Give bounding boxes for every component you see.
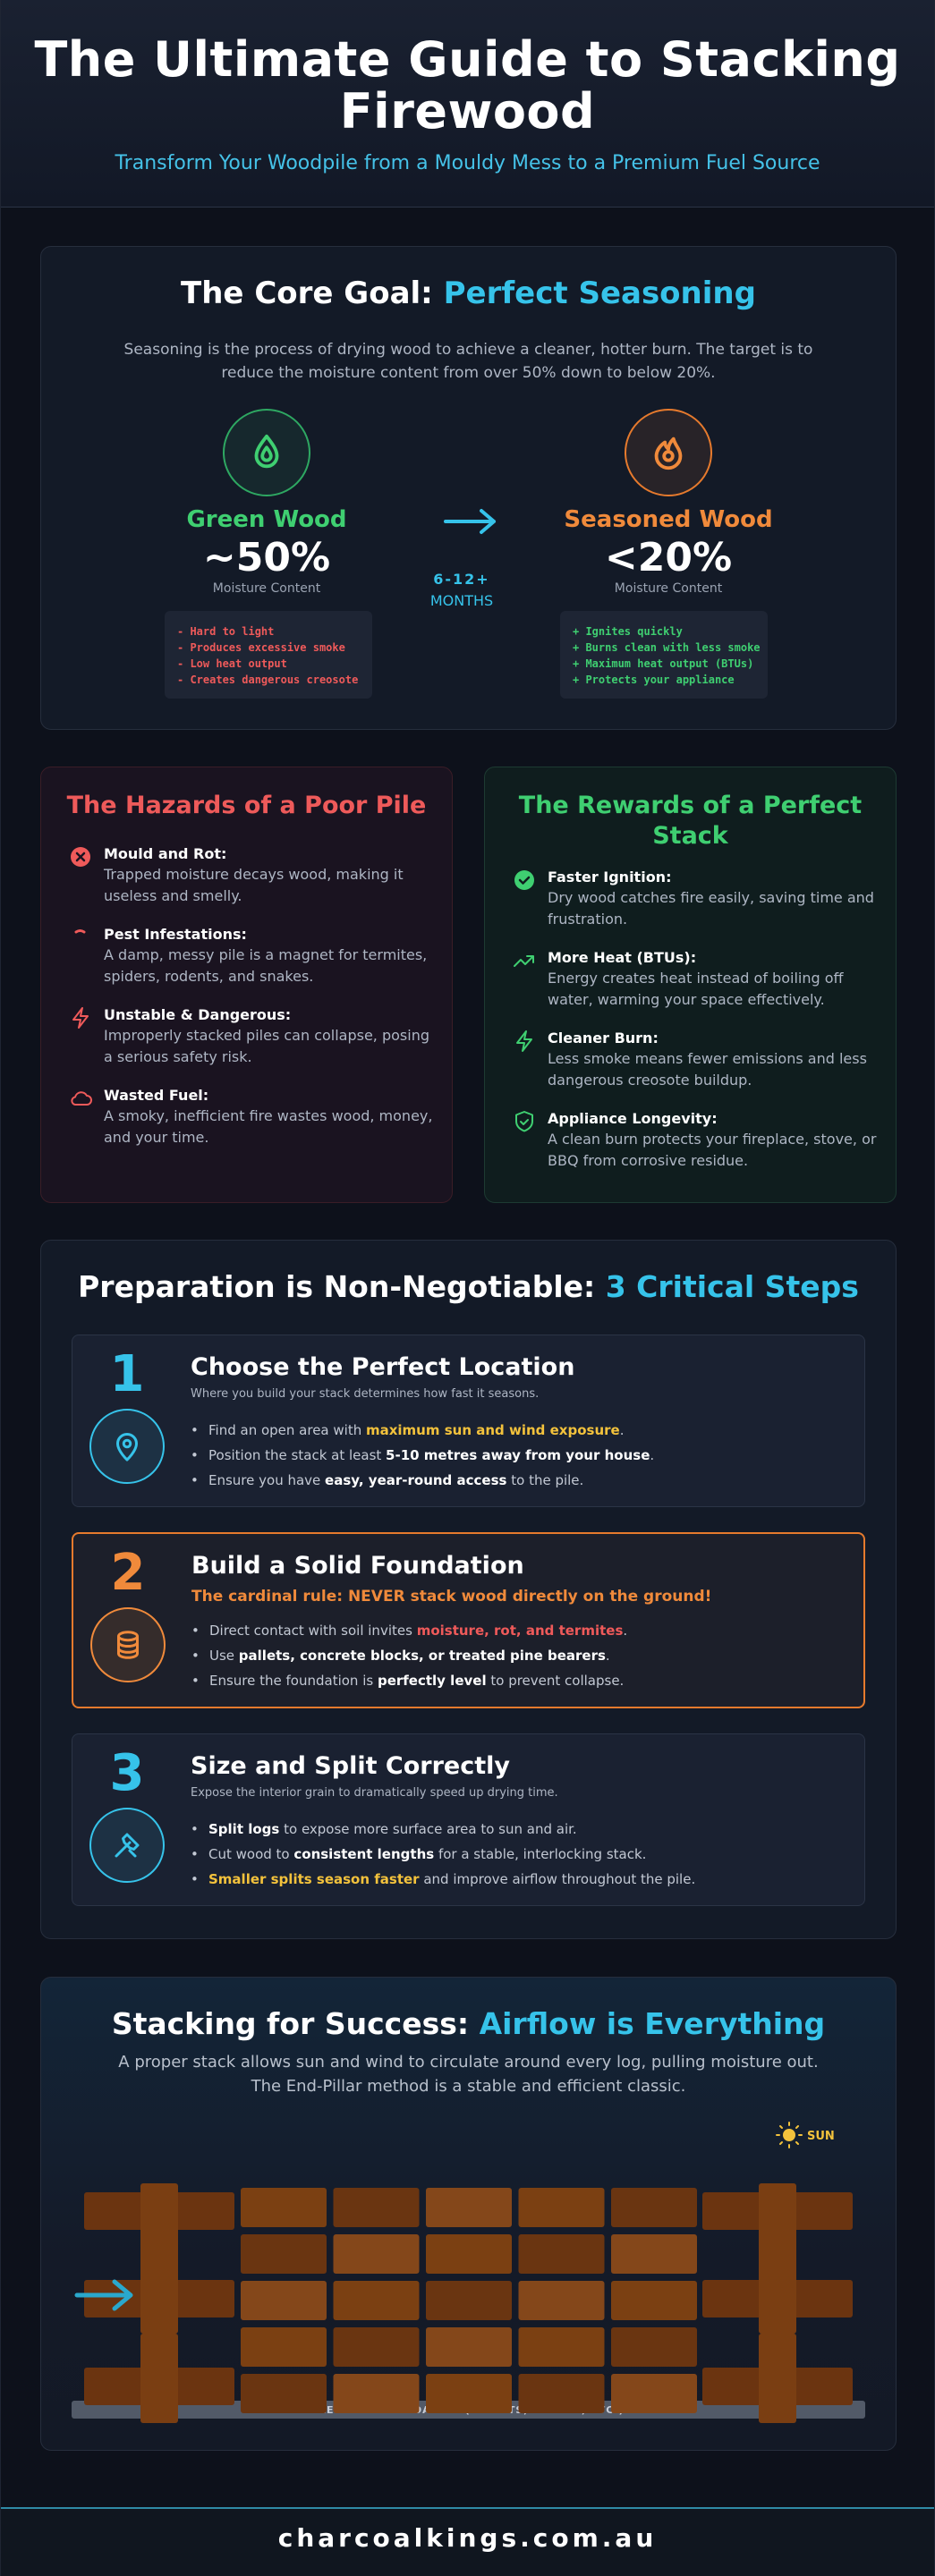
- firewood-log: [519, 2234, 605, 2274]
- hero-header: [1, 0, 934, 208]
- core-goal-title: [41, 275, 896, 311]
- list-item: [209, 1618, 627, 1643]
- reward-desc: Dry wood catches fire easily, saving time and frustration.: [548, 889, 874, 928]
- step-bullets: [208, 1418, 654, 1493]
- title-accent: 3 Critical Steps: [605, 1269, 859, 1304]
- right-end-pillar: [702, 2183, 853, 2423]
- site-link[interactable]: charcoalkings.com.au: [277, 2523, 658, 2553]
- hazard-desc: Trapped moisture decays wood, making it useless and smelly.: [104, 866, 404, 904]
- step-card-location: [72, 1335, 865, 1507]
- end-pillar-stack-illustration: [72, 2112, 865, 2434]
- firewood-log: [426, 2327, 512, 2367]
- firewood-log: [241, 2188, 327, 2227]
- step-lead: The cardinal rule: NEVER stack wood directly on the ground!: [191, 1588, 712, 1606]
- hazard-title: Mould and Rot:: [104, 845, 227, 862]
- hazard-item: [68, 1086, 435, 1148]
- firewood-log: [241, 2234, 327, 2274]
- highlight: pallets, concrete blocks, or treated pine bearers: [238, 1648, 606, 1664]
- firewood-log: [426, 2281, 512, 2320]
- green-wood-caption: Moisture Content: [212, 581, 321, 596]
- duration-unit: MONTHS: [429, 592, 494, 609]
- reward-title: More Heat (BTUs):: [548, 949, 697, 966]
- firewood-log: [334, 2188, 420, 2227]
- reward-title: Faster Ignition:: [548, 869, 672, 886]
- step-number: 2: [110, 1544, 146, 1602]
- text: .: [619, 1422, 625, 1438]
- sun-icon: [777, 2123, 802, 2148]
- list-item: + Protects your appliance: [573, 674, 735, 686]
- text: Ensure the foundation is: [209, 1673, 378, 1689]
- firewood-log: [426, 2188, 512, 2227]
- text: Position the stack at least: [208, 1447, 387, 1463]
- firewood-log: [611, 2374, 697, 2413]
- list-item: + Burns clean with less smoke: [573, 641, 761, 654]
- list-item: [208, 1817, 695, 1842]
- list-item: [209, 1643, 627, 1668]
- firewood-log: [241, 2374, 327, 2413]
- step-title: Choose the Perfect Location: [191, 1353, 575, 1381]
- firewood-log: [426, 2234, 512, 2274]
- green-wood-label: Green Wood: [186, 506, 347, 533]
- duration-value: 6-12+: [433, 571, 490, 588]
- green-wood-drawbacks: [165, 611, 372, 699]
- foundation-label: FOUNDATION ETC.): [378, 2404, 625, 2416]
- list-item: [209, 1668, 627, 1693]
- hazard-title: Wasted Fuel:: [104, 1087, 209, 1104]
- step-title: Build a Solid Foundation: [191, 1552, 524, 1580]
- sun-label: SUN: [807, 2130, 835, 2143]
- step-bullets: [209, 1618, 627, 1693]
- reward-item: [512, 1029, 879, 1091]
- text: .: [605, 1648, 610, 1664]
- lightning-icon: [512, 1029, 537, 1054]
- step-number: 3: [109, 1744, 145, 1802]
- highlight: 5-10 metres away from your house: [386, 1447, 650, 1463]
- hazards-panel: [40, 767, 453, 1203]
- firewood-log: [519, 2281, 605, 2320]
- text: Direct contact with soil invites: [209, 1623, 417, 1639]
- list-item: [208, 1418, 654, 1443]
- list-item: + Ignites quickly: [573, 625, 683, 638]
- reward-title: Cleaner Burn:: [548, 1030, 659, 1046]
- list-item: - Produces excessive smoke: [177, 641, 345, 654]
- title-text: Stacking for Success:: [111, 2006, 480, 2041]
- stacking-section: [40, 1977, 897, 2451]
- highlight: moisture, rot, and termites: [416, 1623, 624, 1639]
- firewood-log: [611, 2188, 697, 2227]
- step-lead: Where you build your stack determines how fast it seasons.: [191, 1387, 540, 1401]
- firewood-log: [426, 2374, 512, 2413]
- firewood-log: [334, 2281, 420, 2320]
- title-text: The Core Goal:: [181, 275, 444, 311]
- stacking-intro: [41, 2050, 896, 2098]
- text: Ensure you have: [208, 1472, 326, 1488]
- hazard-desc: A damp, messy pile is a magnet for termites, spiders, rodents, and snakes.: [104, 946, 428, 985]
- firewood-log: [334, 2374, 420, 2413]
- seasoning-duration: [417, 569, 506, 612]
- text: and improve airflow throughout the pile.: [419, 1871, 696, 1887]
- hazards-title: The Hazards of a Poor Pile: [66, 792, 427, 819]
- hazard-title: Unstable & Dangerous:: [104, 1006, 292, 1023]
- list-item: - Hard to light: [177, 625, 275, 638]
- text: to the pile.: [506, 1472, 584, 1488]
- intro-line: The End-Pillar method is a stable and efficient classic.: [251, 2077, 686, 2096]
- firewood-log: [611, 2234, 697, 2274]
- flame-icon: [625, 409, 712, 496]
- preparation-section: [40, 1240, 897, 1939]
- reward-title: Appliance Longevity:: [548, 1110, 718, 1127]
- highlight: consistent lengths: [293, 1846, 435, 1862]
- trend-up-icon: [512, 948, 537, 973]
- seasoned-wood-label: Seasoned Wood: [564, 506, 773, 533]
- text: .: [650, 1447, 655, 1463]
- rewards-title: The Rewards of a Perfect Stack: [518, 792, 863, 850]
- green-wood-moisture: ~50%: [202, 535, 331, 580]
- database-stack-icon: [90, 1607, 166, 1682]
- step-title: Size and Split Correctly: [191, 1752, 510, 1780]
- firewood-logs: [241, 2188, 697, 2413]
- preparation-title: [41, 1269, 896, 1304]
- highlight: Smaller splits season faster: [208, 1871, 420, 1887]
- step-number: 1: [109, 1345, 145, 1403]
- list-item: - Low heat output: [177, 657, 287, 670]
- seasoned-wood-benefits: [560, 611, 768, 699]
- highlight: perfectly level: [377, 1673, 487, 1689]
- list-item: + Maximum heat output (BTUs): [573, 657, 754, 670]
- list-item: [208, 1468, 654, 1493]
- stacking-title: [41, 2006, 896, 2041]
- page-subtitle: Transform Your Woodpile from a Mouldy Mess to a Premium Fuel Source: [115, 152, 820, 174]
- text: Cut wood to: [208, 1846, 294, 1862]
- step-card-split: [72, 1733, 865, 1906]
- location-pin-icon: [89, 1409, 165, 1484]
- step-lead: Expose the interior grain to dramatically speed up drying time.: [191, 1786, 558, 1800]
- reward-desc: Less smoke means fewer emissions and less dangerous creosote buildup.: [548, 1050, 867, 1089]
- reward-desc: Energy creates heat instead of boiling off water, warming your space effectively.: [548, 970, 844, 1008]
- text: Use: [209, 1648, 239, 1664]
- list-item: [208, 1867, 695, 1892]
- text: .: [623, 1623, 628, 1639]
- highlight: maximum sun and wind exposure: [365, 1422, 620, 1438]
- list-item: - Creates dangerous creosote: [177, 674, 359, 686]
- highlight: Split logs: [208, 1821, 280, 1837]
- hazard-item: [68, 844, 435, 907]
- seasoned-wood-moisture: <20%: [604, 535, 733, 580]
- hazard-desc: Improperly stacked piles can collapse, posing a serious safety risk.: [104, 1027, 429, 1065]
- firewood-log: [519, 2374, 605, 2413]
- x-circle-icon: [68, 844, 93, 869]
- hazard-item: [68, 925, 435, 987]
- firewood-log: [611, 2327, 697, 2367]
- hazard-item: [68, 1005, 435, 1068]
- firewood-log: [611, 2281, 697, 2320]
- intro-line: A proper stack allows sun and wind to circulate around every log, pulling moisture out.: [118, 2053, 819, 2072]
- step-card-foundation: [72, 1532, 865, 1708]
- firewood-log: [241, 2281, 327, 2320]
- firewood-log: [241, 2327, 327, 2367]
- reward-desc: A clean burn protects your fireplace, stove, or BBQ from corrosive residue.: [548, 1131, 877, 1169]
- check-circle-icon: [512, 868, 537, 893]
- text: to prevent collapse.: [486, 1673, 625, 1689]
- reward-item: [512, 868, 879, 930]
- list-item: [208, 1443, 654, 1468]
- cloud-icon: [68, 1086, 93, 1111]
- reward-item: [512, 1109, 879, 1172]
- footer: [1, 2507, 934, 2576]
- list-item: [208, 1842, 695, 1867]
- left-end-pillar: [84, 2183, 234, 2423]
- text: to expose more surface area to sun and air.: [279, 1821, 577, 1837]
- reward-item: [512, 948, 879, 1011]
- core-goal-section: [40, 246, 897, 730]
- page-title: The Ultimate Guide to Stacking Firewood: [34, 31, 901, 140]
- firewood-log: [519, 2327, 605, 2367]
- lightning-icon: [68, 1005, 93, 1030]
- title-accent: Perfect Seasoning: [443, 275, 756, 311]
- seasoned-wood-caption: Moisture Content: [614, 581, 723, 596]
- hazard-desc: A smoky, inefficient fire wastes wood, money, and your time.: [104, 1107, 433, 1146]
- shield-check-icon: [512, 1109, 537, 1134]
- firewood-log: [334, 2327, 420, 2367]
- rewards-panel: [484, 767, 897, 1203]
- firewood-log: [519, 2188, 605, 2227]
- bug-icon: [68, 925, 93, 950]
- core-goal-intro: Seasoning is the process of drying wood to achieve a cleaner, hotter burn. The target is to reduce the moisture content from over 50% down to below 20%.: [123, 341, 813, 382]
- step-bullets: [208, 1817, 695, 1892]
- title-accent: Airflow is Everything: [479, 2006, 826, 2041]
- axe-icon: [89, 1808, 165, 1883]
- hazard-title: Pest Infestations:: [104, 926, 247, 943]
- highlight: easy, year-round access: [325, 1472, 507, 1488]
- water-drop-icon: [223, 409, 310, 496]
- text: for a stable, interlocking stack.: [434, 1846, 647, 1862]
- firewood-log: [334, 2234, 420, 2274]
- title-text: Preparation is Non-Negotiable:: [78, 1269, 606, 1304]
- arrow-right-icon: [442, 506, 499, 540]
- text: Find an open area with: [208, 1422, 366, 1438]
